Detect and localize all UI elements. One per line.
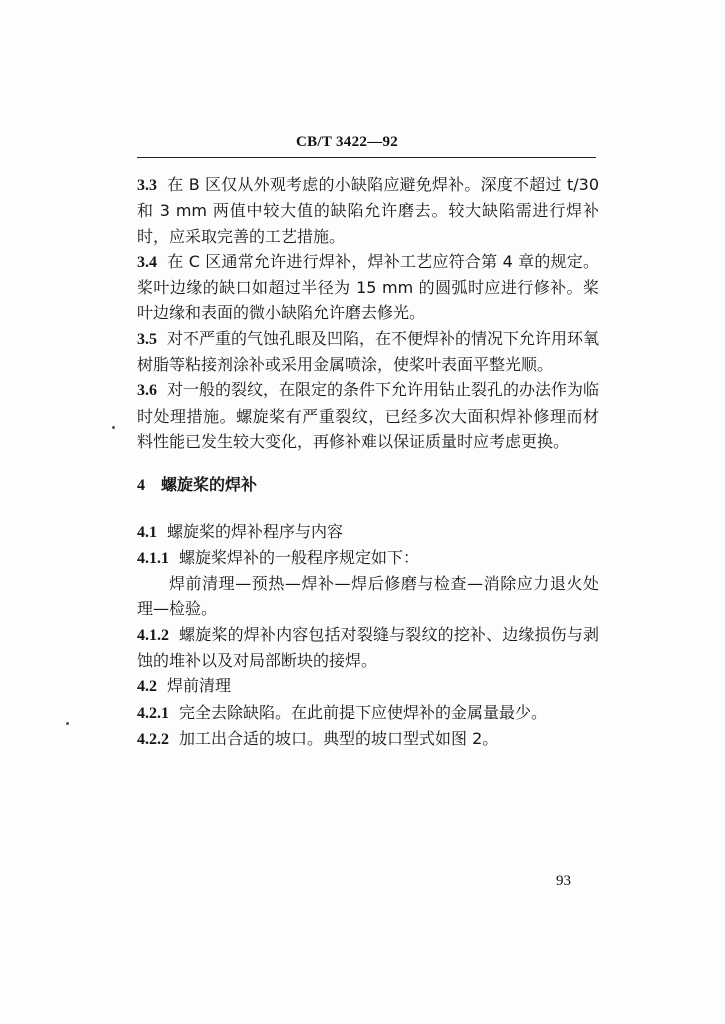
- scan-speck: [112, 426, 115, 429]
- clause-text: 螺旋桨的焊补程序与内容: [167, 521, 344, 541]
- clause-text: 加工出合适的坡口。典型的坡口型式如图 2。: [179, 728, 499, 748]
- clause-4-2-1: [137, 700, 599, 726]
- clause-3-3: [137, 172, 599, 249]
- clause-text: 完全去除缺陷。在此前提下应使焊补的金属量最少。: [179, 702, 548, 722]
- clause-4-2-2: [137, 726, 599, 752]
- section-title: 螺旋桨的焊补: [161, 475, 258, 495]
- header-rule: [137, 157, 596, 158]
- section-4-heading: [137, 472, 599, 498]
- scan-speck: [66, 722, 69, 725]
- clause-text: 在 B 区仅从外观考虑的小缺陷应避免焊补。深度不超过 t/30 和 3 mm 两值中较大值的缺陷允许磨去。较大缺陷需进行焊补时，应采取完善的工艺措施。: [137, 175, 599, 246]
- clause-number: 3.3: [137, 177, 157, 194]
- body-text: [137, 172, 599, 752]
- clause-4-1: [137, 519, 599, 545]
- clause-4-1-1-procedure: [137, 571, 599, 622]
- clause-number: 4.2: [137, 678, 157, 696]
- clause-number: 4.2.2: [137, 730, 169, 748]
- standard-code-header: CB/T 3422—92: [296, 134, 399, 150]
- clause-text: 螺旋桨的焊补内容包括对裂缝与裂纹的挖补、边缘损伤与剥蚀的堆补以及对局部断块的接焊。: [137, 624, 599, 671]
- clause-text: 螺旋桨焊补的一般程序规定如下：: [179, 547, 420, 567]
- clause-4-1-1: [137, 545, 599, 571]
- clause-number: 4.2.1: [137, 704, 169, 722]
- clause-number: 3.5: [137, 330, 157, 348]
- clause-3-4: [137, 249, 599, 326]
- clause-text: 焊前清理: [167, 676, 232, 696]
- clause-text: 对一般的裂纹，在限定的条件下允许用钻止裂孔的办法作为临时处理措施。螺旋桨有严重裂纹，已经多次大面积焊补修理而材料性能已发生较大变化，再修补难以保证质量时应考虑更换。: [137, 380, 600, 451]
- clause-text: 在 C 区通常允许进行焊补，焊补工艺应符合第 4 章的规定。桨叶边缘的缺口如超过半径为 15 mm 的圆弧时应进行修补。桨叶边缘和表面的微小缺陷允许磨去修光。: [137, 251, 599, 323]
- clause-4-1-2: [137, 622, 599, 674]
- clause-3-6: [137, 377, 599, 454]
- clause-text: 焊前清理—预热—焊补—焊后修磨与检查—消除应力退火处理—检验。: [137, 574, 599, 619]
- clause-number: 4.1: [137, 523, 157, 541]
- page-number: 93: [556, 873, 571, 889]
- clause-number: 4.1.2: [137, 626, 169, 644]
- clause-number: 3.6: [137, 382, 157, 400]
- clause-3-5: [137, 326, 599, 378]
- clause-number: 4.1.1: [137, 549, 169, 567]
- section-number: 4: [137, 477, 145, 495]
- clause-4-2: [137, 673, 599, 699]
- clause-text: 对不严重的气蚀孔眼及凹陷，在不便焊补的情况下允许用环氧树脂等粘接剂涂补或采用金属喷涂，使桨叶表面平整光顺。: [137, 328, 600, 375]
- clause-number: 3.4: [137, 253, 157, 271]
